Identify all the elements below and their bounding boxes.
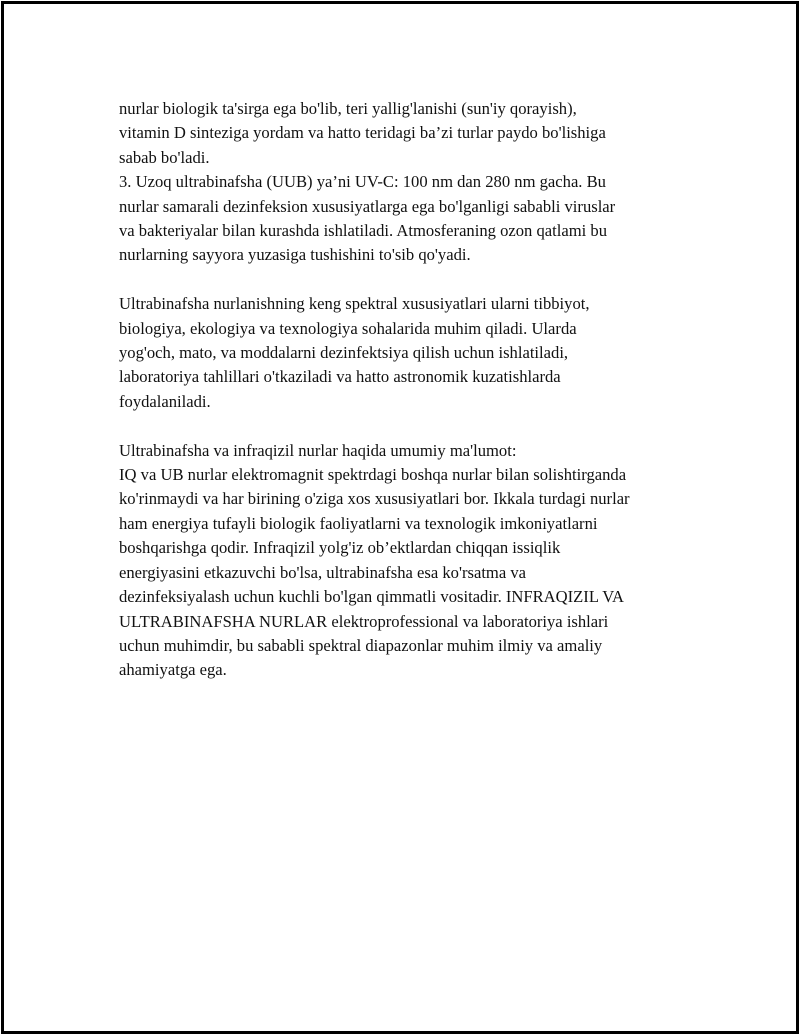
text-line: 3. Uzoq ultrabinafsha (UUB) ya’ni UV-C: 100 nm dan 280 nm gacha. Bu xyxy=(119,172,606,192)
text-line: Ultrabinafsha va infraqizil nurlar haqida umumiy ma'lumot: xyxy=(119,440,517,460)
paragraph-uv-applications xyxy=(119,292,709,414)
text-line: foydalaniladi. xyxy=(119,391,211,411)
document-body xyxy=(119,97,709,707)
text-line: ULTRABINAFSHA NURLAR elektroprofessional va laboratoriya ishlari xyxy=(119,611,609,631)
text-line: nurlar biologik ta'sirga ega bo'lib, teri yallig'lanishi (sun'iy qorayish), xyxy=(119,99,577,118)
text-line: Ultrabinafsha nurlanishning keng spektral xususiyatlari ularni tibbiyot, xyxy=(119,294,590,314)
text-line: IQ va UB nurlar elektromagnit spektrdagi boshqa nurlar bilan solishtirganda xyxy=(119,465,627,485)
text-line: ahamiyatga ega. xyxy=(119,660,227,680)
text-line: nurlar samarali dezinfeksion xususiyatlarga ega bo'lganligi sababli viruslar xyxy=(119,196,616,216)
text-line: yog'och, mato, va moddalarni dezinfektsiya qilish uchun ishlatiladi, xyxy=(119,343,569,363)
text-line: nurlarning sayyora yuzasiga tushishini to'sib qo'yadi. xyxy=(119,245,471,265)
text-line: boshqarishga qodir. Infraqizil yolg'iz ob’ektlardan chiqqan issiqlik xyxy=(119,538,561,558)
text-line: uchun muhimdir, bu sababli spektral diapazonlar muhim ilmiy va amaliy xyxy=(119,635,603,655)
paragraph-summary xyxy=(119,439,709,683)
text-line: biologiya, ekologiya va texnologiya sohalarida muhim qiladi. Ularda xyxy=(119,318,577,338)
page-frame xyxy=(3,3,797,1032)
text-line: ham energiya tufayli biologik faoliyatlarni va texnologik imkoniyatlarni xyxy=(119,513,598,533)
paragraph-uv-types xyxy=(119,97,709,268)
text-line: laboratoriya tahlillari o'tkaziladi va hatto astronomik kuzatishlarda xyxy=(119,367,561,387)
text-line: ko'rinmaydi va har birining o'ziga xos xususiyatlari bor. Ikkala turdagi nurlar xyxy=(119,489,630,509)
text-line: va bakteriyalar bilan kurashda ishlatiladi. Atmosferaning ozon qatlami bu xyxy=(119,221,607,241)
text-line: sabab bo'ladi. xyxy=(119,147,210,167)
text-line: vitamin D sinteziga yordam va hatto teridagi ba’zi turlar paydo bo'lishiga xyxy=(119,123,606,143)
text-line: dezinfeksiyalash uchun kuchli bo'lgan qimmatli vositadir. INFRAQIZIL VA xyxy=(119,587,625,607)
text-line: energiyasini etkazuvchi bo'lsa, ultrabinafsha esa ko'rsatma va xyxy=(119,562,527,582)
